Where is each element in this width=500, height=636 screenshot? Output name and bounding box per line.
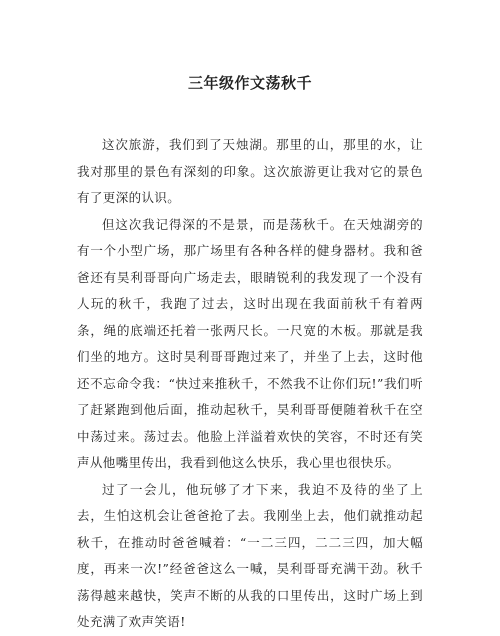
paragraph-3: 过了一会儿，他玩够了才下来，我迫不及待的坐了上去，生怕这机会让爸爸抢了去。我刚坐上去，他们就推动起秋千，在推动时爸爸喊着：“一二三四，二二三四，加大幅度，再来一次!”经爸爸这么一喊，昊利哥哥充满干劲。秋千荡得越来越快，笑声不断的从我的口里传出，这时广场上到处充满了欢声笑语! [77,481,423,629]
paragraph-2: 但这次我记得深的不是景，而是荡秋千。在天烛湖旁的有一个小型广场，那广场里有各种各样的健身器材。我和爸爸还有昊利哥哥向广场走去，眼睛锐利的我发现了一个没有人玩的秋千，我跑了过去，这时出现在我面前秋千有着两条，绳的底端还托着一张两尺长。一尺宽的木板。那就是我们坐的地方。这时昊利哥哥跑过来了，并坐了上去，这时他还不忘命令我：“快过来推秋千，不然我不让你们玩!”我们听了赶紧跑到他后面，推动起秋千，昊利哥哥便随着秋千在空中荡过来。荡过去。他脸上洋溢着欢快的笑容，不时还有笑声从他嘴里传出，我看到他这么快乐，我心里也很快乐。 [77,216,423,470]
document-body [77,132,423,636]
paragraph-1: 这次旅游，我们到了天烛湖。那里的山，那里的水，让我对那里的景色有深刻的印象。这次旅游更让我对它的景色有了更深的认识。 [77,137,423,205]
document-title: 三年级作文荡秋千 [187,74,312,92]
